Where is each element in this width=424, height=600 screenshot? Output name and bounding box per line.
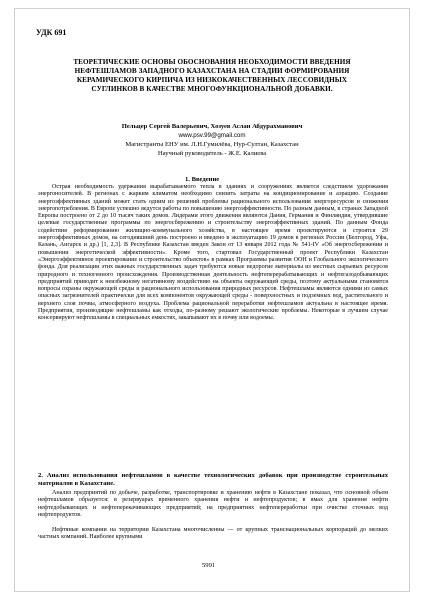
udk-code: УДК 691 — [36, 28, 67, 37]
section1-heading: 1. Введение — [185, 176, 220, 183]
author-email: www.psv.99@gmail.com — [178, 132, 246, 139]
scientific-supervisor: Научный руководитель - Ж.Е. Калиева — [157, 150, 267, 157]
section2-paragraph-1: Анализ предприятий по добыче, разработке, транспортировке и хранению нефти в Казахстане показал, что основной объем нефтешламов образуется: в резервуарах временного хранения нефти и нефтепродуктов; в ямах для хранения нефти нефтедобывающих и нефтеперекачивающих предприятий; на предприятиях нефтепереработки при очистке сточных вод нефтепродуктов. — [38, 490, 388, 518]
page-number: 5991 — [202, 562, 216, 569]
author-block — [62, 122, 362, 158]
paper-title: ТЕОРЕТИЧЕСКИЕ ОСНОВЫ ОБОСНОВАНИЯ НЕОБХОДИМОСТИ ВВЕДЕНИЯ НЕФТЕШЛАМОВ ЗАПАДНОГО КАЗАХСТАНА НА СТАДИИ ФОРМИРОВАНИЯ КЕРАМИЧЕСКОГО КИРПИЧА ИЗ НИЗКОКАЧЕСТВЕННЫХ ЛЕССОВИДНЫХ СУГЛИНКОВ В КАЧЕСТВЕ МНОГОФУНКЦИОНАЛЬНОЙ ДОБАВКИ. — [73, 58, 351, 93]
section1-body: Острая необходимость удержания вырабатываемого тепла в зданиях и сооружениях является следствием удорожания энергоносителей. В регионах с жарким климатом необходимо снизить затраты на кондиционирование и аэрацию. Создание энергоэффективных зданий может стать одним из решений проблемы рационального использования энергоресурсов и снижения энергопотребления. В Европе успешно ведутся работы по повышению энергоэффективности. По разным данным, в странах Западной Европы построено от 2 до 10 тысяч таких домов. Лидерами этого движения являются Дания, Германия и Финляндия, утвердившие целевые государственные программы по энергосбережению и строительству энергоэффективных зданий. По данным Фонда содействия реформированию жилищно-коммунального хозяйства, в настоящее время проектируются и строятся 29 энергоэффективных домов, на сегодняшний день построено и введено в эксплуатацию 19 домов в регионах России (Белгород, Уфа, Казань, Ангарск и др.) [1, 2,3]. В Республике Казахстан введен Закон от 13 января 2012 года № 541-IV «Об энергосбережении и повышении энергетической эффективности». Кроме того, стартовал Государственный проект Республики Казахстан «Энергоэффективное проектирование и строительство объектов» в рамках Программы развития ООН и Глобального экологического фонда. Для реализации этих важных государственных задач требуются новые недорогие материалы из местных сырьевых ресурсов природного и техногенного происхождения. Производственная деятельность нефтеперерабатывающих и нефтегазодобывающих предприятий приводит к неизбежному негативному воздействию на объекты окружающей среды, поэтому актуальными становятся вопросы охраны окружающей среды и рационального использования природных ресурсов. Нефтешламы являются одними из самых опасных загрязнителей практически для всех компонентов окружающей среды - поверхностных и подземных вод, растительного и верхнего слоя почвы, атмосферного воздуха. Проблема рациональной переработки нефтешламов актуальна в настоящее время. Предприятия, производящие нефтешламы как отходы, по-разному решают экологические проблемы. Некоторые в лучшем случае консервируют нефтешламы в специальных емкостях, закапывают их в почву или водоемы. — [38, 184, 388, 322]
section2-heading: 2. Анализ использования нефтешламов в качестве технологических добавок при производстве строительных материалов в Казахстане. — [38, 472, 388, 487]
section2-paragraph-2: Нефтяные компании на территории Казахстана многочисленны — от крупных транснациональных корпораций до мелких частных компаний. Наиболее крупными — [38, 527, 388, 541]
author-affiliation: Магистранты ЕНУ им. Л.Н.Гумилёва, Нур-Султан, Казахстан — [125, 141, 299, 148]
author-names: Пельцер Сергей Валерьевич, Хозуев Аслан Абдурахманович — [121, 123, 303, 130]
